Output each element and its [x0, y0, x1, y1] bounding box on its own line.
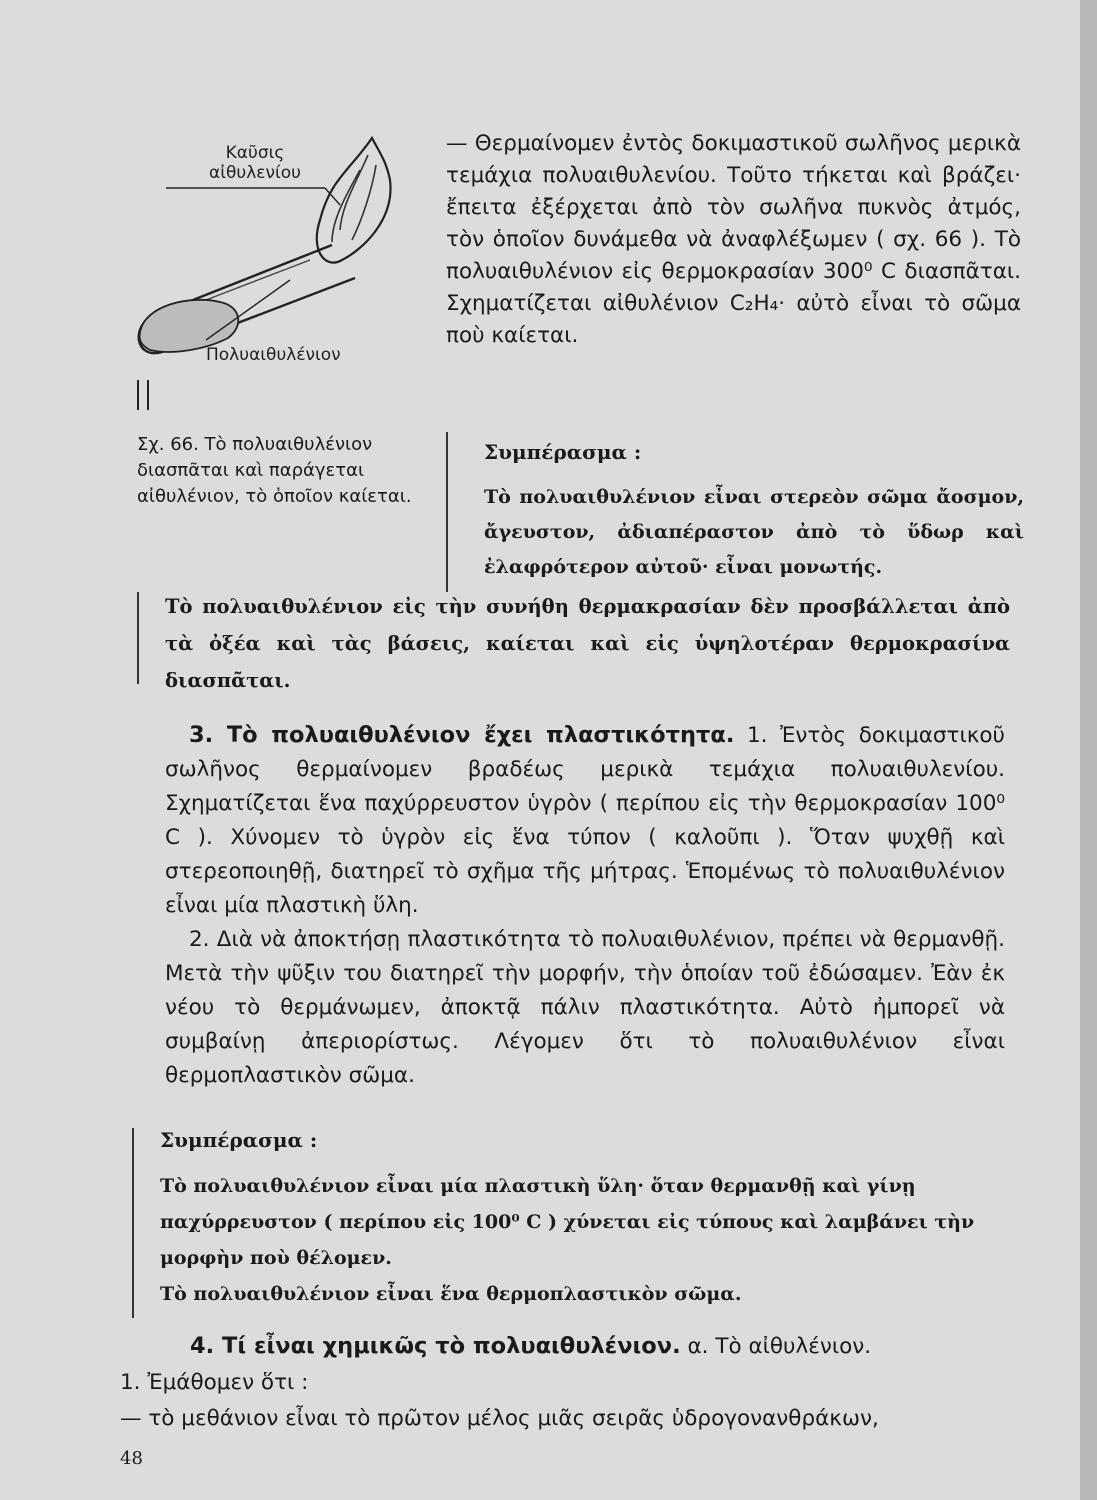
intro-text: — Θερμαίνομεν ἐντὸς δοκιμαστικοῦ σωλῆνος μερικὰ τεμάχια πολυαιθυλενίου. Τοῦτο τήκεται καὶ βράζει· ἔπειτα ἐξέρχεται ἀπὸ τὸν σωλῆνα πυκνὸς ἀτμός, τὸν ὁποῖον δυνάμεθα νὰ ἀναφλέξωμεν ( σχ. 66 ). Τὸ πολυαιθυλένιον εἰς θερμοκρασίαν 300⁰ C διασπᾶται. Σχηματίζεται αἰθυλένιον C₂H₄· αὐτὸ εἶναι τὸ σῶμα ποὺ καίεται. [446, 131, 1021, 348]
intro-paragraph [446, 128, 1021, 352]
conclusion2-rule [132, 1128, 134, 1318]
conclusion1-text: Τὸ πολυαιθυλένιον εἶναι στερεὸν σῶμα ἄοσμον, ἄγευστον, ἀδιαπέραστον ἀπὸ τὸ ὕδωρ καὶ ἐλαφρότερον αὐτοῦ· εἶναι μονωτής. [484, 486, 1024, 578]
page-edge [1080, 0, 1097, 1500]
section3 [165, 718, 1005, 1093]
page-number: 48 [120, 1448, 143, 1469]
section4-subheading: α. Τὸ αἰθυλένιον. [687, 1334, 872, 1359]
section4-line2: — τὸ μεθάνιον εἶναι τὸ πρῶτον μέλος μιᾶς σειρᾶς ὑδρογονανθράκων, [120, 1406, 879, 1431]
flame-illustration [317, 138, 391, 263]
conclusion2-line2: Τὸ πολυαιθυλένιον εἶναι ἕνα θερμοπλαστικὸν σῶμα. [160, 1283, 742, 1305]
conclusion1-title: Συμπέρασμα : [484, 440, 642, 464]
conclusion2-line1: Τὸ πολυαιθυλένιον εἶναι μία πλαστικὴ ὕλη· ὅταν θερμανθῇ καὶ γίνῃ παχύρρευστον ( περίπου εἰς 100⁰ C ) χύνεται εἰς τύπους καὶ λαμβάνει τὴν μορφὴν ποὺ θέλομεν. [160, 1175, 975, 1269]
section4-heading: 4. Τί εἶναι χημικῶς τὸ πολυαιθυλένιον. [190, 1333, 681, 1359]
figure-label-burning: Καῦσις αἰθυλενίου [209, 143, 301, 183]
conclusion2-title: Συμπέρασμα : [160, 1128, 318, 1152]
section4-line1: 1. Ἐμάθομεν ὅτι : [120, 1370, 309, 1395]
section3-para1: 1. Ἐντὸς δοκιμαστικοῦ σωλῆνος θερμαίνομεν βραδέως μερικὰ τεμάχια πολυαιθυλενίου. Σχηματίζεται ἕνα παχύρρευστον ὑγρὸν ( περίπου εἰς τὴν θερμοκρασίαν 100⁰ C ). Χύνομεν τὸ ὑγρὸν εἰς ἕνα τύπον ( καλοῦπι ). Ὅταν ψυχθῇ καὶ στερεοποιηθῇ, διατηρεῖ τὸ σχῆμα τῆς μήτρας. Ἑπομένως τὸ πολυαιθυλένιον εἶναι μία πλαστικὴ ὕλη. [165, 723, 1005, 918]
figure-caption: Σχ. 66. Τὸ πολυαιθυλένιον διασπᾶται καὶ παράγεται αἰθυλένιον, τὸ ὁποῖον καίεται. [137, 434, 412, 507]
section3-para2: 2. Διὰ νὰ ἀποκτήσῃ πλαστικότητα τὸ πολυαιθυλένιον, πρέπει νὰ θερμανθῇ. Μετὰ τὴν ψῦξιν του διατηρεῖ τὴν μορφήν, τὴν ὁποίαν τοῦ ἐδώσαμεν. Ἐὰν ἐκ νέου τὸ θερμάνωμεν, ἀποκτᾷ πάλιν πλαστικότητα. Αὐτὸ ἠμπορεῖ νὰ συμβαίνῃ ἀπεριορίστως. Λέγομεν ὅτι τὸ πολυαιθυλένιον εἶναι θερμοπλαστικὸν σῶμα. [165, 927, 1005, 1088]
conclusion2-text [160, 1168, 1000, 1312]
section4 [120, 1328, 1005, 1437]
bold-paragraph: Τὸ πολυαιθυλένιον εἰς τὴν συνήθη θερμακρασίαν δὲν προσβάλλεται ἀπὸ τὰ ὀξέα καὶ τὰς βάσεις, καίεται καὶ εἰς ὑψηλοτέραν θερμοκρασίνα διασπᾶται. [165, 595, 1010, 692]
figure-label-polyethylene: Πολυαιθυλένιον [206, 345, 341, 365]
column-divider [446, 432, 448, 592]
section3-heading: 3. Τὸ πολυαιθυλένιον ἔχει πλαστικότητα. [189, 722, 735, 748]
bold-paragraph-rule [137, 592, 139, 684]
